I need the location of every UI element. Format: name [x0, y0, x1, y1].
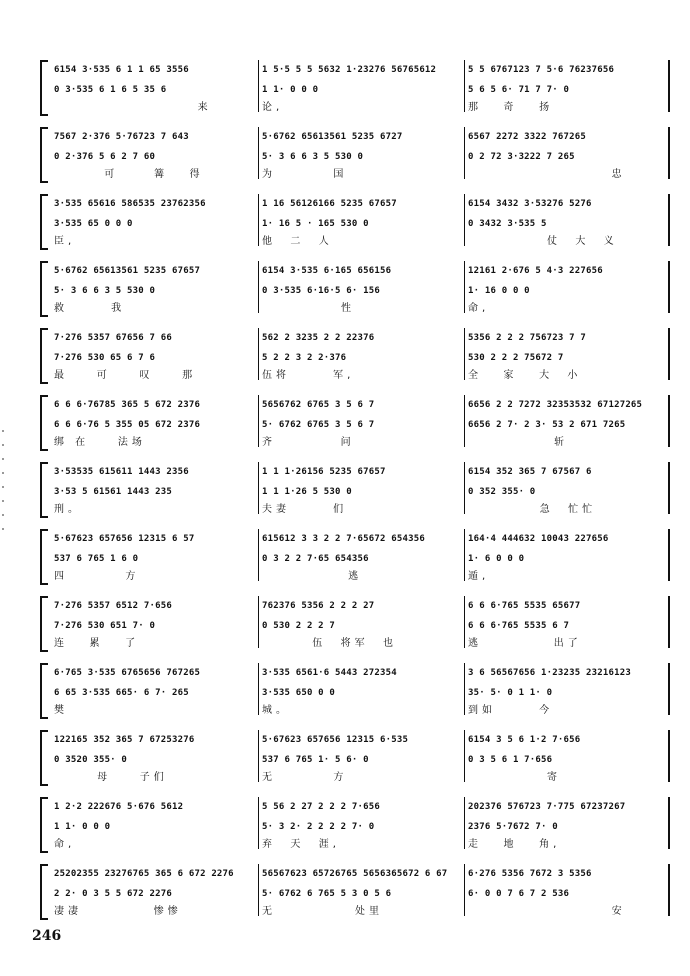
lyric-line: 性	[262, 303, 355, 314]
barline	[464, 127, 465, 179]
lyric-line: 齐 问	[262, 437, 355, 448]
lower-part-notation: 537 6 765 1· 5 6· 0	[262, 755, 369, 765]
upper-part-notation: 122165 352 365 7 67253276	[54, 735, 195, 745]
lyric-line: 夫妻 们	[262, 504, 348, 515]
barline	[464, 797, 465, 849]
lyric-line: 他 二 人	[262, 236, 333, 247]
upper-part-notation: 562 2 3235 2 2 22376	[262, 333, 375, 343]
upper-part-notation: 5·67623 657656 12315 6·535	[262, 735, 409, 745]
lyric-line: 逃 出了	[468, 638, 582, 649]
lower-part-notation: 6 65 3·535 665· 6 7· 265	[54, 688, 189, 698]
upper-part-notation: 5 56 2 27 2 2 2 7·656	[262, 802, 380, 812]
barline	[258, 261, 259, 313]
lyric-line: 绑 在 法场	[54, 437, 146, 448]
barline	[258, 194, 259, 246]
lyric-line: 全 家 大 小	[468, 370, 582, 381]
lyric-line: 无 处里	[262, 906, 383, 917]
lower-part-notation: 1· 6 0 0 0	[468, 554, 525, 564]
lyric-line: 城。	[262, 705, 290, 716]
lower-part-notation: 0 3·535 6 1 6 5 35 6	[54, 85, 167, 95]
upper-part-notation: 1 2·2 222676 5·676 5612	[54, 802, 184, 812]
lower-part-notation: 0 2 72 3·3222 7 265	[468, 152, 575, 162]
lower-part-notation: 7·276 530 651 7· 0	[54, 621, 156, 631]
lower-part-notation: 0 3 5 6 1 7·656	[468, 755, 553, 765]
barline	[464, 395, 465, 447]
lower-part-notation: 5· 6762 6 765 5 3 0 5 6	[262, 889, 392, 899]
lyric-line: 四 方	[54, 571, 140, 582]
barline	[668, 730, 670, 782]
lower-part-notation: 3·535 65 0 0 0	[54, 219, 133, 229]
barline	[464, 663, 465, 715]
system-bracket	[40, 529, 48, 585]
barline	[668, 596, 670, 648]
music-system	[40, 328, 672, 394]
barline	[668, 127, 670, 179]
lower-part-notation: 0 530 2 2 2 7	[262, 621, 336, 631]
lower-part-notation: 5· 3 6 6 3 5 530 0	[54, 286, 156, 296]
barline	[258, 797, 259, 849]
upper-part-notation: 5·6762 65613561 5235 6727	[262, 132, 403, 142]
system-bracket	[40, 462, 48, 518]
barline	[668, 328, 670, 380]
upper-part-notation: 6·276 5356 7672 3 5356	[468, 869, 592, 879]
barline	[258, 663, 259, 715]
lyric-line: 安	[468, 906, 626, 917]
system-bracket	[40, 864, 48, 920]
barline	[258, 328, 259, 380]
lower-part-notation: 6656 2 7· 2 3· 53 2 671 7265	[468, 420, 626, 430]
lyric-line: 可 篝 得	[54, 169, 204, 180]
barline	[464, 60, 465, 112]
lyric-line: 母 子们	[54, 772, 168, 783]
lower-part-notation: 0 3432 3·535 5	[468, 219, 547, 229]
lower-part-notation: 35· 5· 0 1 1· 0	[468, 688, 553, 698]
lower-part-notation: 530 2 2 2 75672 7	[468, 353, 564, 363]
upper-part-notation: 202376 576723 7·775 67237267	[468, 802, 626, 812]
lyric-line: 到如 今	[468, 705, 554, 716]
lower-part-notation: 5 2 2 3 2 2·376	[262, 353, 347, 363]
upper-part-notation: 6656 2 2 7272 32353532 67127265	[468, 400, 643, 410]
lyric-line: 斩	[468, 437, 569, 448]
music-system	[40, 127, 672, 193]
lyric-line: 走 地 角,	[468, 839, 561, 850]
upper-part-notation: 6·765 3·535 6765656 767265	[54, 668, 201, 678]
music-system	[40, 529, 672, 595]
music-system	[40, 797, 672, 863]
music-system	[40, 60, 672, 126]
upper-part-notation: 6 6 6·76785 365 5 672 2376	[54, 400, 201, 410]
lower-part-notation: 6 6 6·76 5 355 05 672 2376	[54, 420, 201, 430]
system-bracket	[40, 60, 48, 116]
lower-part-notation: 0 3520 355· 0	[54, 755, 128, 765]
lyric-line: 最 可 叹 那	[54, 370, 197, 381]
lower-part-notation: 5 6 5 6· 71 7 7· 0	[468, 85, 570, 95]
lyric-line: 忠	[468, 169, 626, 180]
music-system	[40, 261, 672, 327]
upper-part-notation: 6154 3·535 6 1 1 65 3556	[54, 65, 189, 75]
lyric-line: 遁,	[468, 571, 490, 582]
upper-part-notation: 615612 3 3 2 2 7·65672 654356	[262, 534, 425, 544]
barline	[258, 730, 259, 782]
barline	[464, 529, 465, 581]
music-system	[40, 395, 672, 461]
upper-part-notation: 6154 352 365 7 67567 6	[468, 467, 592, 477]
lyric-line: 伍 将军 也	[262, 638, 397, 649]
upper-part-notation: 3·535 65616 586535 23762356	[54, 199, 206, 209]
barline	[258, 395, 259, 447]
upper-part-notation: 3·535 6561·6 5443 272354	[262, 668, 397, 678]
barline	[668, 395, 670, 447]
lyric-line: 寄	[468, 772, 561, 783]
upper-part-notation: 5356 2 2 2 756723 7 7	[468, 333, 586, 343]
upper-part-notation: 7·276 5357 6512 7·656	[54, 601, 172, 611]
upper-part-notation: 5 5 6767123 7 5·6 76237656	[468, 65, 615, 75]
system-bracket	[40, 395, 48, 451]
music-system	[40, 596, 672, 662]
upper-part-notation: 1 5·5 5 5 5632 1·23276 56765612	[262, 65, 437, 75]
music-system	[40, 730, 672, 796]
barline	[464, 730, 465, 782]
barline	[258, 864, 259, 916]
lyric-line: 救 我	[54, 303, 126, 314]
lower-part-notation: 2376 5·7672 7· 0	[468, 822, 558, 832]
lower-part-notation: 1 1· 0 0 0	[54, 822, 111, 832]
lower-part-notation: 6 6 6·765 5535 6 7	[468, 621, 570, 631]
lower-part-notation: 5· 3 2· 2 2 2 2 7· 0	[262, 822, 375, 832]
system-bracket	[40, 596, 48, 652]
system-bracket	[40, 328, 48, 384]
upper-part-notation: 5656762 6765 3 5 6 7	[262, 400, 375, 410]
lyric-line: 急 忙忙	[468, 504, 597, 515]
upper-part-notation: 25202355 23276765 365 6 672 2276	[54, 869, 234, 879]
barline	[668, 194, 670, 246]
lyric-line: 凄凄 惨惨	[54, 906, 182, 917]
barline	[464, 864, 465, 916]
upper-part-notation: 12161 2·676 5 4·3 227656	[468, 266, 603, 276]
system-bracket	[40, 261, 48, 317]
lyric-line: 来	[54, 102, 212, 113]
barline	[258, 127, 259, 179]
lower-part-notation: 1 1 1·26 5 530 0	[262, 487, 352, 497]
barline	[668, 529, 670, 581]
lower-part-notation: 6· 0 0 7 6 7 2 536	[468, 889, 570, 899]
music-system	[40, 864, 672, 930]
upper-part-notation: 6154 3·535 6·165 656156	[262, 266, 392, 276]
barline	[464, 596, 465, 648]
lower-part-notation: 1· 16 0 0 0	[468, 286, 530, 296]
barline	[464, 194, 465, 246]
system-bracket	[40, 127, 48, 183]
system-bracket	[40, 797, 48, 853]
music-system	[40, 462, 672, 528]
upper-part-notation: 5·67623 657656 12315 6 57	[54, 534, 195, 544]
upper-part-notation: 3·53535 615611 1443 2356	[54, 467, 189, 477]
upper-part-notation: 1 1 1·26156 5235 67657	[262, 467, 386, 477]
upper-part-notation: 164·4 444632 10043 227656	[468, 534, 609, 544]
lyric-line: 命,	[468, 303, 490, 314]
lower-part-notation: 3·535 650 0 0	[262, 688, 336, 698]
upper-part-notation: 6 6 6·765 5535 65677	[468, 601, 581, 611]
lyric-line: 仗 大 义	[468, 236, 618, 247]
lower-part-notation: 5· 6762 6765 3 5 6 7	[262, 420, 375, 430]
upper-part-notation: 6154 3 5 6 1·2 7·656	[468, 735, 581, 745]
upper-part-notation: 6154 3432 3·53276 5276	[468, 199, 592, 209]
lyric-line: 逃	[262, 571, 363, 582]
barline	[258, 462, 259, 514]
upper-part-notation: 7·276 5357 67656 7 66	[54, 333, 172, 343]
barline	[668, 864, 670, 916]
barline	[258, 60, 259, 112]
upper-part-notation: 1 16 56126166 5235 67657	[262, 199, 397, 209]
lyric-line: 那 奇 扬	[468, 102, 554, 113]
upper-part-notation: 5·6762 65613561 5235 67657	[54, 266, 201, 276]
lower-part-notation: 0 3·535 6·16·5 6· 156	[262, 286, 380, 296]
lyric-line: 为 国	[262, 169, 348, 180]
lyric-line: 论,	[262, 102, 284, 113]
lower-part-notation: 5· 3 6 6 3 5 530 0	[262, 152, 364, 162]
lyric-line: 连 累 了	[54, 638, 140, 649]
upper-part-notation: 56567623 65726765 5656365672 6 67	[262, 869, 448, 879]
barline	[668, 261, 670, 313]
margin-marks	[2, 430, 6, 550]
lyric-line: 命,	[54, 839, 76, 850]
lyric-line: 臣,	[54, 236, 76, 247]
lyric-line: 无 方	[262, 772, 348, 783]
lyric-line: 刑。	[54, 504, 82, 515]
system-bracket	[40, 194, 48, 250]
lower-part-notation: 1 1· 0 0 0	[262, 85, 319, 95]
barline	[464, 328, 465, 380]
system-bracket	[40, 663, 48, 719]
barline	[668, 663, 670, 715]
upper-part-notation: 762376 5356 2 2 2 27	[262, 601, 375, 611]
barline	[464, 462, 465, 514]
lyric-line: 樊	[54, 705, 68, 716]
page-number: 246	[32, 928, 62, 944]
barline	[668, 797, 670, 849]
barline	[464, 261, 465, 313]
lower-part-notation: 0 2·376 5 6 2 7 60	[54, 152, 156, 162]
upper-part-notation: 6567 2272 3322 767265	[468, 132, 586, 142]
lower-part-notation: 537 6 765 1 6 0	[54, 554, 139, 564]
lower-part-notation: 2 2· 0 3 5 5 672 2276	[54, 889, 172, 899]
barline	[668, 60, 670, 112]
lower-part-notation: 3·53 5 61561 1443 235	[54, 487, 172, 497]
lyric-line: 伍将 军,	[262, 370, 355, 381]
barline	[258, 596, 259, 648]
lyric-line: 弃 天 涯,	[262, 839, 340, 850]
barline	[668, 462, 670, 514]
lower-part-notation: 7·276 530 65 6 7 6	[54, 353, 156, 363]
upper-part-notation: 7567 2·376 5·76723 7 643	[54, 132, 189, 142]
music-system	[40, 194, 672, 260]
lower-part-notation: 1· 16 5 · 165 530 0	[262, 219, 369, 229]
music-system	[40, 663, 672, 729]
system-bracket	[40, 730, 48, 786]
lower-part-notation: 0 352 355· 0	[468, 487, 536, 497]
barline	[258, 529, 259, 581]
lower-part-notation: 0 3 2 2 7·65 654356	[262, 554, 369, 564]
upper-part-notation: 3 6 56567656 1·23235 23216123	[468, 668, 631, 678]
